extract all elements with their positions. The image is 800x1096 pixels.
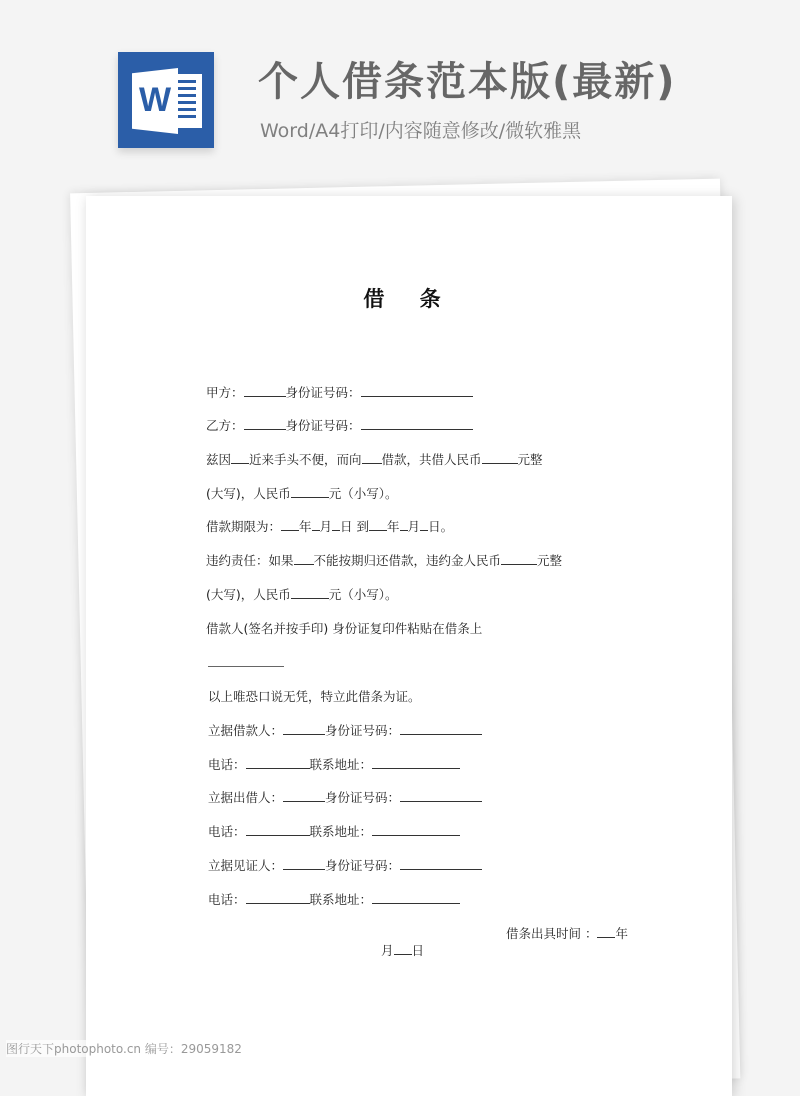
borrower-id-blank[interactable] bbox=[400, 722, 482, 735]
party-a-name-blank[interactable] bbox=[244, 384, 286, 397]
text: 日。 bbox=[428, 519, 454, 534]
party-b-name-blank[interactable] bbox=[244, 417, 286, 430]
witness-id-blank[interactable] bbox=[400, 857, 482, 870]
amount-upper-blank[interactable] bbox=[482, 451, 518, 464]
label: 乙方： bbox=[206, 418, 244, 433]
penalty-amount-line bbox=[206, 586, 398, 604]
label: 立据见证人： bbox=[208, 858, 284, 873]
penalty-upper-blank[interactable] bbox=[501, 552, 537, 565]
end-month-blank[interactable] bbox=[400, 518, 408, 531]
end-day-blank[interactable] bbox=[420, 518, 428, 531]
text: 借款期限为： bbox=[206, 519, 282, 534]
borrower-name-blank[interactable] bbox=[283, 722, 325, 735]
penalty-lower-blank[interactable] bbox=[291, 586, 329, 599]
label: 电话： bbox=[208, 824, 246, 839]
lender-address-blank[interactable] bbox=[372, 823, 460, 836]
witness-name-blank[interactable] bbox=[283, 857, 325, 870]
label: 身份证号码： bbox=[325, 858, 401, 873]
label: 甲方： bbox=[206, 385, 244, 400]
issue-time-line bbox=[506, 925, 628, 943]
witness-address-blank[interactable] bbox=[372, 891, 460, 904]
lender-phone-blank[interactable] bbox=[246, 823, 310, 836]
text: (大写)，人民币 bbox=[206, 486, 291, 501]
issue-day-blank[interactable] bbox=[394, 942, 412, 955]
lender-name-blank[interactable] bbox=[283, 789, 325, 802]
label: 身份证号码： bbox=[325, 790, 401, 805]
text: 月 bbox=[381, 943, 394, 958]
lender-blank[interactable] bbox=[362, 451, 382, 464]
witness-phone-blank[interactable] bbox=[246, 891, 310, 904]
text: 借款人(签名并按手印) 身份证复印件粘贴在借条上 bbox=[206, 621, 483, 636]
start-day-blank[interactable] bbox=[332, 518, 340, 531]
text: 以上唯恐口说无凭，特立此借条为证。 bbox=[208, 689, 421, 704]
start-month-blank[interactable] bbox=[312, 518, 320, 531]
label: 立据借款人： bbox=[208, 723, 284, 738]
end-year-blank[interactable] bbox=[369, 518, 387, 531]
amount-lower-blank[interactable] bbox=[291, 485, 329, 498]
issue-time-label: 借条出具时间 ： bbox=[506, 926, 598, 941]
text: 近来手头不便，而向 bbox=[249, 452, 362, 467]
borrower-signature-blank[interactable] bbox=[208, 666, 284, 667]
text: 日 到 bbox=[340, 519, 370, 534]
text: 月 bbox=[407, 519, 421, 534]
issue-time-line-2 bbox=[381, 942, 424, 960]
label: 立据出借人： bbox=[208, 790, 284, 805]
term-line bbox=[206, 518, 453, 536]
borrower-address-blank[interactable] bbox=[372, 756, 460, 769]
text: 年 bbox=[299, 519, 312, 534]
label: 电话： bbox=[208, 757, 246, 772]
label: 身份证号码： bbox=[325, 723, 401, 738]
issue-year-blank[interactable] bbox=[597, 925, 615, 938]
amount-line bbox=[206, 485, 398, 503]
party-a-id-blank[interactable] bbox=[361, 384, 473, 397]
witness-contact-line bbox=[208, 891, 460, 909]
text: 兹因 bbox=[206, 452, 232, 467]
party-b-id-blank[interactable] bbox=[361, 417, 473, 430]
lender-line bbox=[208, 789, 482, 807]
word-document-icon bbox=[118, 52, 214, 148]
label: 电话： bbox=[208, 892, 246, 907]
text: 月 bbox=[319, 519, 333, 534]
borrower-phone-blank[interactable] bbox=[246, 756, 310, 769]
party-a-line bbox=[206, 384, 473, 402]
word-letter: W bbox=[138, 81, 172, 119]
text: 元整 bbox=[537, 553, 563, 568]
text: 元（小写）。 bbox=[328, 486, 398, 501]
label: 身份证号码： bbox=[285, 418, 361, 433]
label: 联系地址： bbox=[309, 757, 373, 772]
page-subtitle: Word/A4打印/内容随意修改/微软雅黑 bbox=[260, 120, 582, 142]
borrower-contact-line bbox=[208, 756, 460, 774]
borrower-line bbox=[208, 722, 482, 740]
text: 违约责任：如果 bbox=[206, 553, 294, 568]
watermark: 图行天下photophoto.cn 编号：29059182 bbox=[6, 1042, 242, 1056]
text: 元（小写）。 bbox=[328, 587, 398, 602]
borrower-blank[interactable] bbox=[231, 451, 249, 464]
text: 不能按期归还借款，违约金人民币 bbox=[313, 553, 502, 568]
text: (大写)，人民币 bbox=[206, 587, 291, 602]
lender-id-blank[interactable] bbox=[400, 789, 482, 802]
header bbox=[0, 0, 800, 170]
label: 身份证号码： bbox=[285, 385, 361, 400]
label: 联系地址： bbox=[309, 892, 373, 907]
text: 借款，共借人民币 bbox=[381, 452, 482, 467]
document-title: 借 条 bbox=[363, 287, 455, 311]
text: 元整 bbox=[517, 452, 543, 467]
document-page bbox=[86, 196, 732, 1096]
label: 联系地址： bbox=[309, 824, 373, 839]
start-year-blank[interactable] bbox=[281, 518, 299, 531]
penalty-line bbox=[206, 552, 562, 570]
defaulter-blank[interactable] bbox=[294, 552, 314, 565]
text: 日 bbox=[411, 943, 425, 958]
text: 年 bbox=[387, 519, 400, 534]
text: 年 bbox=[615, 926, 628, 941]
reason-line bbox=[206, 451, 543, 469]
lender-contact-line bbox=[208, 823, 460, 841]
signature-note-line bbox=[206, 620, 482, 638]
page-title: 个人借条范本版(最新) bbox=[258, 59, 677, 105]
witness-line bbox=[208, 857, 482, 875]
party-b-line bbox=[206, 417, 473, 435]
statement-line bbox=[208, 688, 421, 706]
